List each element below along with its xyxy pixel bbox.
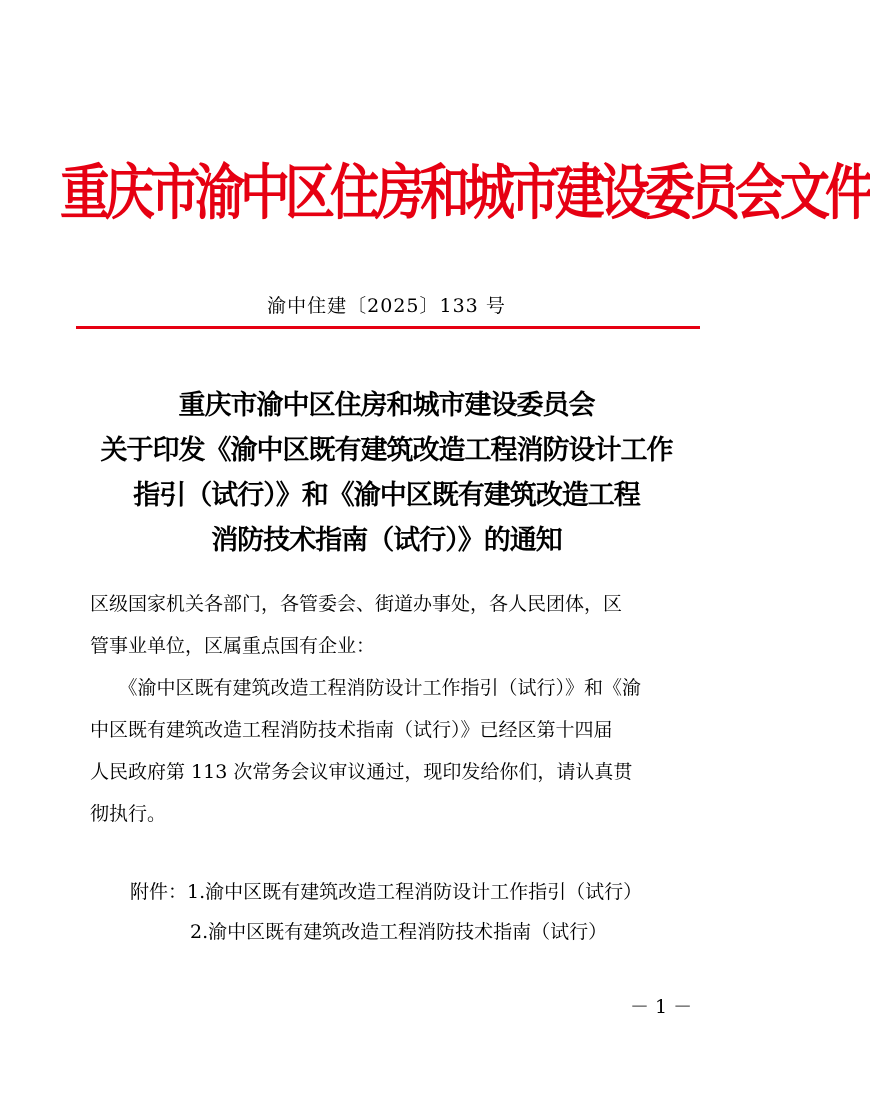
masthead-title: 重庆市渝中区住房和城市建设委员会文件 bbox=[60, 157, 870, 228]
addressee bbox=[90, 583, 702, 667]
title-line-4: 消防技术指南（试行）》的通知 bbox=[211, 525, 562, 556]
page-number: － 1 － bbox=[630, 996, 693, 1018]
attachment-item-2-text: 2.渝中区既有建筑改造工程消防技术指南（试行） bbox=[190, 921, 608, 943]
paragraph-line-4: 彻执行。 bbox=[90, 803, 167, 825]
attachment-item-1-text: 1.渝中区既有建筑改造工程消防设计工作指引（试行） bbox=[187, 881, 643, 903]
paragraph-line-2: 中区既有建筑改造工程消防技术指南（试行）》已经区第十四届 bbox=[90, 719, 613, 741]
document-number: 渝中住建〔2025〕133 号 bbox=[267, 295, 506, 317]
title-line-3: 指引（试行）》和《渝中区既有建筑改造工程 bbox=[133, 480, 640, 511]
attachments-list bbox=[130, 872, 730, 952]
notice-title bbox=[60, 383, 713, 563]
addressee-line-1: 区级国家机关各部门，各管委会、街道办事处，各人民团体，区 bbox=[90, 593, 623, 615]
notice-body bbox=[90, 583, 702, 835]
attachment-item-1 bbox=[130, 872, 730, 912]
title-line-1: 重庆市渝中区住房和城市建设委员会 bbox=[178, 390, 595, 421]
addressee-line-2: 管事业单位，区属重点国有企业： bbox=[90, 635, 376, 657]
body-paragraph bbox=[90, 667, 702, 835]
paragraph-line-1: 《渝中区既有建筑改造工程消防设计工作指引（试行）》和《渝 bbox=[90, 677, 642, 699]
title-line-2: 关于印发《渝中区既有建筑改造工程消防设计工作 bbox=[100, 435, 673, 466]
paragraph-line-3: 人民政府第 113 次常务会议审议通过，现印发给你们，请认真贯 bbox=[90, 761, 633, 783]
attachment-item-2 bbox=[130, 912, 730, 952]
attachments-label: 附件： bbox=[130, 881, 188, 903]
red-divider-line bbox=[76, 326, 700, 329]
